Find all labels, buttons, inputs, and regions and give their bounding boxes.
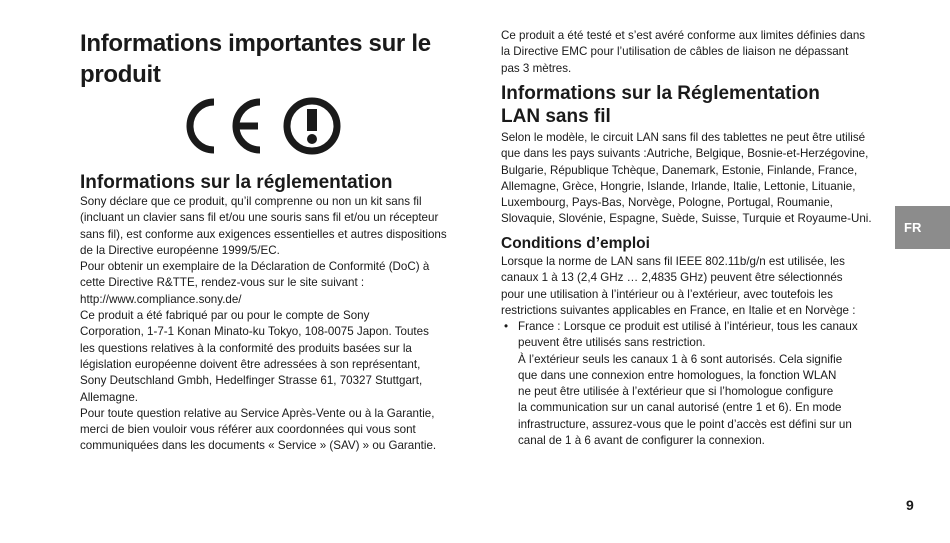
body-line: Ce produit a été fabriqué par ou pour le compte de Sony xyxy=(80,309,370,323)
page-title-line: produit xyxy=(80,61,161,88)
body-line: de la Directive européenne 1999/5/EC. xyxy=(80,243,280,257)
alert-class2-mark-icon xyxy=(287,101,337,151)
body-line: la Directive EMC pour l’utilisation de câbles de liaison ne dépassant xyxy=(501,45,849,59)
body-line: Sony Deutschland Gmbh, Hedelfinger Strasse 61, 70327 Stuttgart, xyxy=(80,374,423,388)
body-line: Allemagne, Grèce, Hongrie, Islande, Irlande, Italie, Lettonie, Lituanie, xyxy=(501,179,856,193)
lan-heading-line: Informations sur la Réglementation xyxy=(501,83,820,104)
body-line: législation européenne doivent être adressées à son représentant, xyxy=(80,357,421,371)
body-line: communiquées dans les documents « Service » (SAV) » ou Garantie. xyxy=(80,439,437,453)
lan-heading xyxy=(501,82,873,128)
page-number: 9 xyxy=(906,497,914,513)
language-tab: FR xyxy=(895,206,950,249)
body-line: restrictions suivantes applicables en France, en Italie et en Norvège : xyxy=(501,303,856,317)
body-line: la communication sur un canal autorisé (entre 1 et 6). En mode xyxy=(518,401,842,415)
emc-intro xyxy=(501,28,873,77)
page-title-line: Informations importantes sur le xyxy=(80,30,431,57)
body-line: canaux 1 à 13 (2,4 GHz … 2,4835 GHz) peuvent être sélectionnés xyxy=(501,271,843,285)
bullet-icon: • xyxy=(504,320,509,333)
body-line: peuvent être utilisés sans restriction. xyxy=(518,336,706,350)
body-line: que dans les pays suivants :Autriche, Belgique, Bosnie-et-Herzégovine, xyxy=(501,147,869,161)
body-line: cette Directive R&TTE, rendez-vous sur le site suivant : xyxy=(80,276,365,290)
regulatory-marks xyxy=(184,94,344,158)
body-line: ne peut être utilisée à l’extérieur que si l’homologue configure xyxy=(518,385,834,399)
body-line: Allemagne. xyxy=(80,390,139,404)
body-line: Corporation, 1-7-1 Konan Minato-ku Tokyo, 108-0075 Japon. Toutes xyxy=(80,325,429,339)
body-line: Pour obtenir un exemplaire de la Déclaration de Conformité (DoC) à xyxy=(80,260,430,274)
body-line: les questions relatives à la conformité des produits basées sur la xyxy=(80,341,412,355)
page-title xyxy=(80,28,450,90)
body-line: pour une utilisation à l’intérieur ou à l’extérieur, avec toutefois les xyxy=(501,287,833,301)
conditions-heading: Conditions d’emploi xyxy=(501,235,650,252)
compliance-url[interactable]: http://www.compliance.sony.de/ xyxy=(80,292,242,306)
body-line: infrastructure, assurez-vous que le point d’accès est défini sur un xyxy=(518,417,852,431)
body-line: Lorsque la norme de LAN sans fil IEEE 802.11b/g/n est utilisée, les xyxy=(501,255,845,268)
conditions-body xyxy=(501,254,855,319)
CE-mark-icon xyxy=(184,94,344,158)
body-line: canal de 1 à 6 avant de configurer la connexion. xyxy=(518,434,765,448)
regulation-heading: Informations sur la réglementation xyxy=(80,172,393,193)
body-line: merci de bien vouloir vous référer aux coordonnées qui vous sont xyxy=(80,423,416,437)
body-line: Selon le modèle, le circuit LAN sans fil des tablettes ne peut être utilisé xyxy=(501,131,866,144)
body-line: France : Lorsque ce produit est utilisé à l’intérieur, tous les canaux xyxy=(518,320,858,333)
body-line: Pour toute question relative au Service Après-Vente ou à la Garantie, xyxy=(80,406,435,420)
lan-heading-line: LAN sans fil xyxy=(501,106,611,127)
body-line: Bulgarie, République Tchèque, Danemark, Estonie, Finlande, France, xyxy=(501,163,858,177)
body-line: Luxembourg, Pays-Bas, Norvège, Pologne, Portugal, Roumanie, xyxy=(501,196,833,210)
lan-body xyxy=(501,130,872,228)
bullet-text xyxy=(518,319,858,449)
body-line: Slovaquie, Slovénie, Espagne, Suède, Suisse, Turquie et Royaume-Uni. xyxy=(501,212,872,226)
body-line: pas 3 mètres. xyxy=(501,61,572,75)
body-line: À l’extérieur seuls les canaux 1 à 6 sont autorisés. Cela signifie xyxy=(518,352,843,366)
body-line: que dans une connexion entre homologues, la fonction WLAN xyxy=(518,368,837,382)
body-line: Ce produit a été testé et s’est avéré conforme aux limites définies dans xyxy=(501,29,866,42)
body-line: sans fil), est conforme aux exigences essentielles et autres dispositions xyxy=(80,227,447,241)
regulation-body xyxy=(80,194,452,455)
body-line: (incluant un clavier sans fil et/ou une souris sans fil et/ou un récepteur xyxy=(80,211,439,225)
body-line: Sony déclare que ce produit, qu’il comprenne ou non un kit sans fil xyxy=(80,195,422,208)
